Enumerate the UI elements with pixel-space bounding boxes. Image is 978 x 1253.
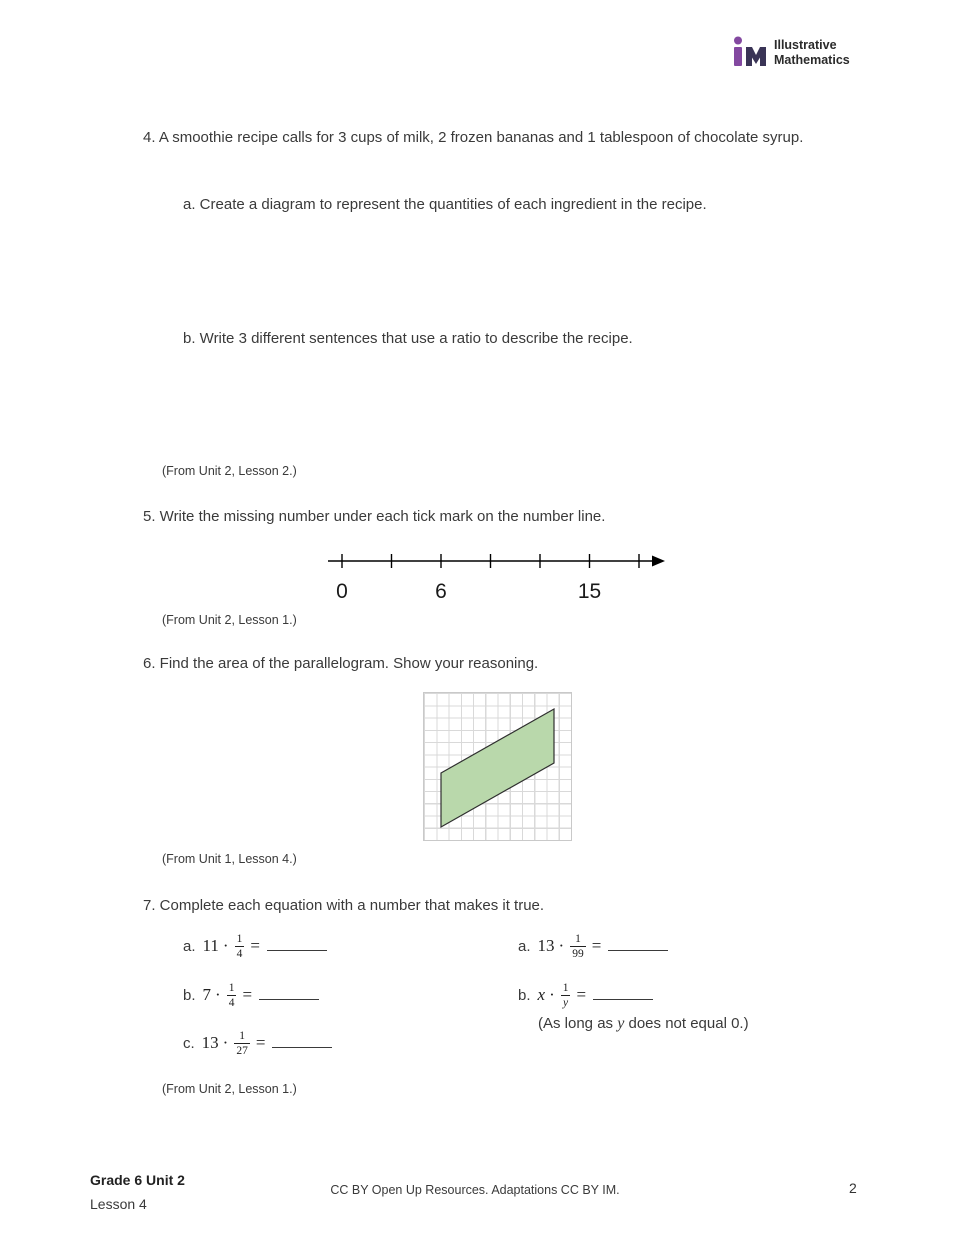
answer-blank [267,937,327,951]
number-line-label-15: 15 [577,580,602,603]
problem-7-source: (From Unit 2, Lesson 1.) [162,1082,297,1096]
equals-sign: = [250,935,260,955]
fraction [561,981,571,1011]
equation-label: a. [518,937,531,955]
fraction [234,1029,250,1059]
answer-blank [593,986,653,1000]
number-line-arrow-icon [652,556,665,567]
equation-coefficient: 7 [202,984,212,1004]
fraction [235,932,245,962]
number-line-label-0: 0 [336,580,348,603]
equation-right-a [518,932,668,962]
multiplication-dot: · [549,984,555,1004]
problem-4-source: (From Unit 2, Lesson 2.) [162,464,297,478]
equation-coefficient: x [537,984,546,1004]
page-number: 2 [849,1180,857,1196]
parallelogram-shape [441,709,554,827]
equation-left-c [183,1029,332,1059]
fraction-numerator: 1 [575,933,581,945]
answer-blank [272,1034,332,1048]
equation-left-a [183,932,327,962]
number-line-label-6: 6 [435,580,447,603]
equation-label: a. [183,937,196,955]
equation-right-b [518,981,653,1011]
equals-sign: = [576,984,587,1004]
footer-license: CC BY Open Up Resources. Adaptations CC BY IM. [330,1183,620,1197]
problem-4-text: 4. A smoothie recipe calls for 3 cups of milk, 2 frozen bananas and 1 tablespoon of chocolate syrup. [143,129,804,146]
note-variable: y [617,1015,625,1032]
equation-coefficient: 13 [201,1032,219,1052]
fraction-numerator: 1 [228,982,235,994]
parallelogram-figure [423,692,572,841]
fraction [227,981,237,1011]
multiplication-dot: · [558,935,565,955]
equation-note [538,1015,749,1033]
problem-4-part-a: a. Create a diagram to represent the quantities of each ingredient in the recipe. [183,196,707,213]
problem-4-part-b: b. Write 3 different sentences that use a ratio to describe the recipe. [183,330,633,347]
fraction-numerator: 1 [236,933,243,945]
logo-text [774,36,850,67]
multiplication-dot: · [222,935,229,955]
equals-sign: = [255,1032,266,1052]
fraction [570,932,586,962]
equation-label: b. [518,986,531,1004]
equation-label: b. [183,986,196,1004]
problem-6-text: 6. Find the area of the parallelogram. Show your reasoning. [143,655,539,672]
equation-coefficient: 13 [537,935,555,955]
equation-coefficient: 11 [202,935,219,955]
fraction-numerator: 1 [562,982,569,994]
equation-label: c. [183,1034,195,1052]
im-logo-icon [733,36,767,66]
answer-blank [259,986,319,1000]
fraction-denominator: y [561,995,571,1010]
footer-course: Grade 6 Unit 2 [90,1172,185,1188]
multiplication-dot: · [222,1032,229,1052]
brand-logo [733,36,850,67]
logo-line1: Illustrative [774,38,837,52]
problem-7-text: 7. Complete each equation with a number that makes it true. [143,897,545,914]
note-text-pre: (As long as [538,1015,618,1032]
number-line-figure [326,546,671,609]
fraction-denominator: 27 [236,1045,248,1058]
equals-sign: = [591,935,602,955]
multiplication-dot: · [215,984,221,1004]
equation-left-b [183,981,319,1011]
footer-lesson: Lesson 4 [90,1196,147,1212]
logo-line2: Mathematics [774,52,850,67]
equals-sign: = [242,984,253,1004]
problem-5-text: 5. Write the missing number under each tick mark on the number line. [143,508,606,525]
fraction-denominator: 4 [228,997,235,1010]
answer-blank [608,937,668,951]
fraction-denominator: 99 [572,948,584,961]
fraction-denominator: 4 [236,948,243,961]
problem-5-source: (From Unit 2, Lesson 1.) [162,613,297,627]
note-text-post: does not equal 0.) [624,1015,749,1032]
fraction-numerator: 1 [239,1030,245,1042]
problem-6-source: (From Unit 1, Lesson 4.) [162,852,297,866]
